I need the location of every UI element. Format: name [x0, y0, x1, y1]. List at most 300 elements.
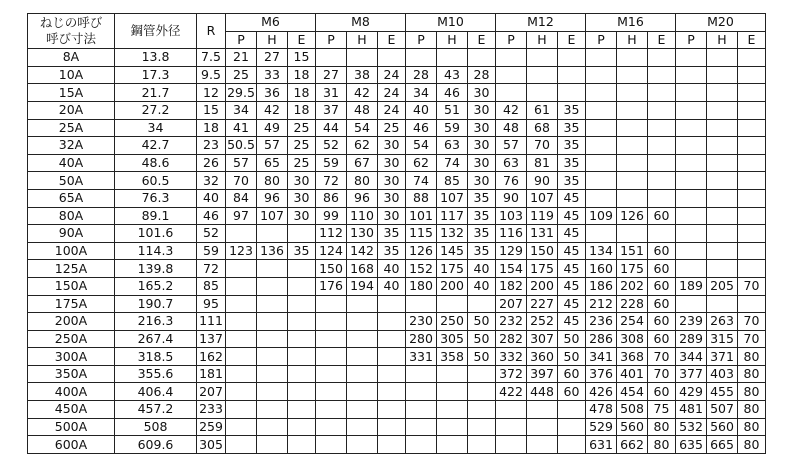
- cell-m16-p: [586, 137, 617, 155]
- cell-m6-h: [257, 330, 288, 348]
- cell-m8-h: 48: [347, 101, 378, 119]
- cell-m6-p: 34: [226, 101, 257, 119]
- cell-m20-e: 70: [738, 313, 766, 331]
- cell-m16-p: 376: [586, 365, 617, 383]
- header-m20-p: P: [676, 31, 707, 49]
- header-group-m20: M20: [676, 14, 766, 32]
- cell-m10-p: 126: [406, 242, 437, 260]
- cell-m8-p: 99: [316, 207, 347, 225]
- cell-m8-h: [347, 313, 378, 331]
- cell-m6-p: 57: [226, 154, 257, 172]
- cell-m8-e: 30: [378, 189, 406, 207]
- cell-m6-h: [257, 313, 288, 331]
- cell-m6-e: 30: [288, 172, 316, 190]
- cell-m12-p: 232: [496, 313, 527, 331]
- cell-m10-h: 107: [437, 189, 468, 207]
- cell-m6-h: 136: [257, 242, 288, 260]
- cell-m6-h: [257, 383, 288, 401]
- cell-m8-p: 59: [316, 154, 347, 172]
- cell-m20-p: [676, 189, 707, 207]
- cell-m20-e: [738, 119, 766, 137]
- cell-outer-diameter: 114.3: [115, 242, 197, 260]
- cell-m20-p: 189: [676, 277, 707, 295]
- header-nominal-size-line1: ねじの呼び: [39, 15, 103, 31]
- cell-m8-e: 24: [378, 101, 406, 119]
- cell-m6-p: [226, 260, 257, 278]
- cell-m20-e: 70: [738, 330, 766, 348]
- cell-m10-h: 63: [437, 137, 468, 155]
- table-row: [28, 119, 766, 137]
- table-row: [28, 242, 766, 260]
- cell-m12-h: 150: [527, 242, 558, 260]
- table-row: [28, 295, 766, 313]
- cell-nominal-size: 100A: [28, 242, 115, 260]
- cell-m16-e: 70: [648, 365, 676, 383]
- header-m10-h: H: [437, 31, 468, 49]
- cell-m10-h: [437, 295, 468, 313]
- cell-m12-h: 81: [527, 154, 558, 172]
- cell-m8-p: [316, 365, 347, 383]
- cell-m16-h: [617, 101, 648, 119]
- cell-m8-h: 42: [347, 84, 378, 102]
- cell-m10-e: 35: [468, 207, 496, 225]
- cell-m12-p: [496, 49, 527, 67]
- cell-m10-p: 280: [406, 330, 437, 348]
- cell-m12-p: [496, 436, 527, 454]
- cell-m12-h: [527, 84, 558, 102]
- cell-m20-h: 403: [707, 365, 738, 383]
- cell-m16-h: [617, 154, 648, 172]
- header-m12-h: H: [527, 31, 558, 49]
- cell-nominal-size: 125A: [28, 260, 115, 278]
- cell-m8-e: [378, 49, 406, 67]
- cell-m12-e: 35: [558, 119, 586, 137]
- cell-m8-p: [316, 49, 347, 67]
- cell-m6-h: [257, 348, 288, 366]
- cell-nominal-size: 15A: [28, 84, 115, 102]
- cell-m12-h: 107: [527, 189, 558, 207]
- cell-m10-e: 30: [468, 101, 496, 119]
- header-group-m6: M6: [226, 14, 316, 32]
- cell-m10-e: 50: [468, 348, 496, 366]
- cell-m20-e: 80: [738, 436, 766, 454]
- cell-m10-e: [468, 365, 496, 383]
- cell-outer-diameter: 508: [115, 418, 197, 436]
- cell-m16-e: 60: [648, 277, 676, 295]
- cell-m6-h: [257, 401, 288, 419]
- cell-m16-e: 70: [648, 348, 676, 366]
- cell-m20-h: 665: [707, 436, 738, 454]
- cell-m6-e: 25: [288, 154, 316, 172]
- cell-m16-p: [586, 189, 617, 207]
- cell-m6-p: 97: [226, 207, 257, 225]
- header-row-groups: [28, 14, 766, 32]
- cell-m12-p: 154: [496, 260, 527, 278]
- cell-m12-p: 76: [496, 172, 527, 190]
- cell-m10-p: 101: [406, 207, 437, 225]
- cell-m12-e: 50: [558, 348, 586, 366]
- cell-m12-e: [558, 49, 586, 67]
- cell-m10-e: 50: [468, 313, 496, 331]
- cell-m12-h: 252: [527, 313, 558, 331]
- cell-outer-diameter: 60.5: [115, 172, 197, 190]
- cell-r: 259: [197, 418, 226, 436]
- cell-m6-e: 15: [288, 49, 316, 67]
- cell-m8-e: [378, 365, 406, 383]
- cell-m10-p: 331: [406, 348, 437, 366]
- cell-m16-h: 368: [617, 348, 648, 366]
- cell-m8-h: [347, 330, 378, 348]
- cell-m12-p: 103: [496, 207, 527, 225]
- cell-r: 9.5: [197, 66, 226, 84]
- cell-outer-diameter: 21.7: [115, 84, 197, 102]
- cell-m8-h: 54: [347, 119, 378, 137]
- cell-m12-e: 50: [558, 330, 586, 348]
- cell-m16-p: [586, 172, 617, 190]
- cell-m16-p: 341: [586, 348, 617, 366]
- cell-m16-p: 160: [586, 260, 617, 278]
- header-m12-p: P: [496, 31, 527, 49]
- cell-m10-p: 74: [406, 172, 437, 190]
- cell-m10-e: [468, 401, 496, 419]
- cell-m6-h: [257, 225, 288, 243]
- cell-m6-h: 49: [257, 119, 288, 137]
- cell-m16-e: [648, 119, 676, 137]
- cell-m20-h: 507: [707, 401, 738, 419]
- cell-m20-h: 263: [707, 313, 738, 331]
- cell-nominal-size: 50A: [28, 172, 115, 190]
- cell-m20-h: [707, 189, 738, 207]
- cell-m16-p: 529: [586, 418, 617, 436]
- cell-m12-p: 90: [496, 189, 527, 207]
- header-m10-e: E: [468, 31, 496, 49]
- cell-m10-e: 30: [468, 172, 496, 190]
- cell-m8-p: 176: [316, 277, 347, 295]
- cell-outer-diameter: 89.1: [115, 207, 197, 225]
- cell-m8-p: [316, 330, 347, 348]
- cell-m10-h: 175: [437, 260, 468, 278]
- cell-m12-e: 45: [558, 295, 586, 313]
- cell-m6-p: [226, 277, 257, 295]
- cell-m10-p: [406, 436, 437, 454]
- cell-m8-h: 67: [347, 154, 378, 172]
- cell-m10-h: 85: [437, 172, 468, 190]
- cell-m16-e: [648, 154, 676, 172]
- cell-m20-p: [676, 242, 707, 260]
- cell-m8-e: [378, 383, 406, 401]
- cell-m16-p: [586, 101, 617, 119]
- cell-m6-h: 42: [257, 101, 288, 119]
- cell-m6-h: [257, 436, 288, 454]
- cell-r: 162: [197, 348, 226, 366]
- cell-outer-diameter: 34: [115, 119, 197, 137]
- cell-m20-h: 315: [707, 330, 738, 348]
- cell-m6-e: [288, 313, 316, 331]
- cell-m12-h: [527, 49, 558, 67]
- cell-outer-diameter: 318.5: [115, 348, 197, 366]
- cell-m16-e: 60: [648, 313, 676, 331]
- cell-m20-e: [738, 242, 766, 260]
- cell-m16-p: 186: [586, 277, 617, 295]
- cell-m6-e: [288, 260, 316, 278]
- cell-m8-p: [316, 418, 347, 436]
- cell-m20-p: 344: [676, 348, 707, 366]
- cell-m12-p: 42: [496, 101, 527, 119]
- cell-m16-h: [617, 172, 648, 190]
- cell-m6-e: 30: [288, 189, 316, 207]
- header-m8-e: E: [378, 31, 406, 49]
- cell-m10-h: 358: [437, 348, 468, 366]
- cell-m8-h: [347, 348, 378, 366]
- cell-m8-h: [347, 49, 378, 67]
- cell-nominal-size: 350A: [28, 365, 115, 383]
- cell-nominal-size: 500A: [28, 418, 115, 436]
- cell-m8-p: [316, 313, 347, 331]
- cell-m16-e: 75: [648, 401, 676, 419]
- cell-m10-e: 30: [468, 137, 496, 155]
- cell-m10-e: [468, 49, 496, 67]
- cell-m12-h: 131: [527, 225, 558, 243]
- cell-m8-p: 27: [316, 66, 347, 84]
- cell-m20-p: 635: [676, 436, 707, 454]
- cell-m8-e: 35: [378, 225, 406, 243]
- cell-m20-p: [676, 137, 707, 155]
- cell-r: 137: [197, 330, 226, 348]
- cell-m12-h: 90: [527, 172, 558, 190]
- cell-m16-p: 109: [586, 207, 617, 225]
- cell-m10-p: 115: [406, 225, 437, 243]
- cell-m8-e: 25: [378, 119, 406, 137]
- cell-m8-h: 38: [347, 66, 378, 84]
- cell-m12-p: [496, 401, 527, 419]
- header-outer-diameter: 鋼管外径: [115, 14, 197, 49]
- cell-m8-e: [378, 436, 406, 454]
- cell-m10-h: [437, 418, 468, 436]
- cell-m6-h: 27: [257, 49, 288, 67]
- cell-m20-h: [707, 137, 738, 155]
- cell-m16-e: [648, 225, 676, 243]
- table-row: [28, 401, 766, 419]
- table-row: [28, 365, 766, 383]
- cell-m12-e: 45: [558, 277, 586, 295]
- table-row: [28, 66, 766, 84]
- cell-outer-diameter: 190.7: [115, 295, 197, 313]
- table-row: [28, 172, 766, 190]
- cell-m10-h: 132: [437, 225, 468, 243]
- cell-m20-e: 70: [738, 277, 766, 295]
- cell-m6-e: [288, 348, 316, 366]
- cell-m10-e: [468, 436, 496, 454]
- cell-m8-h: [347, 401, 378, 419]
- header-m20-e: E: [738, 31, 766, 49]
- cell-m20-p: [676, 119, 707, 137]
- cell-m10-p: 152: [406, 260, 437, 278]
- cell-outer-diameter: 609.6: [115, 436, 197, 454]
- cell-m12-e: [558, 84, 586, 102]
- table-row: [28, 330, 766, 348]
- cell-m10-p: 28: [406, 66, 437, 84]
- cell-r: 46: [197, 207, 226, 225]
- cell-m6-p: [226, 436, 257, 454]
- cell-m8-e: 30: [378, 137, 406, 155]
- cell-m8-e: [378, 348, 406, 366]
- cell-m6-h: [257, 277, 288, 295]
- cell-m6-e: [288, 383, 316, 401]
- cell-m6-h: [257, 260, 288, 278]
- cell-m12-e: 35: [558, 154, 586, 172]
- cell-m8-p: [316, 295, 347, 313]
- cell-m20-p: [676, 154, 707, 172]
- header-m16-p: P: [586, 31, 617, 49]
- cell-m10-p: [406, 365, 437, 383]
- cell-r: 181: [197, 365, 226, 383]
- cell-m20-e: 80: [738, 348, 766, 366]
- cell-outer-diameter: 216.3: [115, 313, 197, 331]
- cell-r: 7.5: [197, 49, 226, 67]
- cell-m20-p: [676, 84, 707, 102]
- cell-m20-e: 80: [738, 418, 766, 436]
- cell-m10-p: 62: [406, 154, 437, 172]
- cell-m12-p: 129: [496, 242, 527, 260]
- cell-outer-diameter: 267.4: [115, 330, 197, 348]
- cell-m20-e: [738, 172, 766, 190]
- cell-m16-h: [617, 137, 648, 155]
- cell-r: 26: [197, 154, 226, 172]
- cell-m8-h: 142: [347, 242, 378, 260]
- cell-m12-p: 57: [496, 137, 527, 155]
- table-row: [28, 418, 766, 436]
- cell-m12-e: 35: [558, 172, 586, 190]
- cell-m12-p: 282: [496, 330, 527, 348]
- cell-m16-e: [648, 66, 676, 84]
- cell-outer-diameter: 27.2: [115, 101, 197, 119]
- cell-m16-h: 175: [617, 260, 648, 278]
- cell-m10-h: 200: [437, 277, 468, 295]
- cell-m12-h: [527, 401, 558, 419]
- cell-m20-p: 481: [676, 401, 707, 419]
- cell-m16-e: [648, 84, 676, 102]
- cell-m6-h: 96: [257, 189, 288, 207]
- header-nominal-size: [28, 14, 115, 49]
- cell-m16-h: 228: [617, 295, 648, 313]
- cell-m20-e: [738, 101, 766, 119]
- cell-m6-p: 25: [226, 66, 257, 84]
- cell-m6-e: 18: [288, 84, 316, 102]
- cell-outer-diameter: 48.6: [115, 154, 197, 172]
- cell-m8-h: 194: [347, 277, 378, 295]
- cell-m20-h: 455: [707, 383, 738, 401]
- cell-m20-p: 239: [676, 313, 707, 331]
- cell-m12-e: 45: [558, 313, 586, 331]
- cell-nominal-size: 150A: [28, 277, 115, 295]
- cell-nominal-size: 450A: [28, 401, 115, 419]
- cell-m10-h: 145: [437, 242, 468, 260]
- cell-m16-h: [617, 119, 648, 137]
- cell-m12-e: [558, 66, 586, 84]
- cell-m16-h: [617, 49, 648, 67]
- cell-m20-p: 532: [676, 418, 707, 436]
- cell-m8-e: [378, 330, 406, 348]
- cell-m8-p: [316, 383, 347, 401]
- cell-m12-h: 307: [527, 330, 558, 348]
- cell-m12-h: 227: [527, 295, 558, 313]
- cell-m16-p: 286: [586, 330, 617, 348]
- cell-m16-h: 454: [617, 383, 648, 401]
- cell-m8-e: [378, 313, 406, 331]
- table-row: [28, 383, 766, 401]
- cell-m12-p: 48: [496, 119, 527, 137]
- cell-m8-h: 96: [347, 189, 378, 207]
- table-row: [28, 49, 766, 67]
- cell-m16-h: [617, 84, 648, 102]
- cell-m20-e: [738, 207, 766, 225]
- cell-m8-h: 80: [347, 172, 378, 190]
- cell-nominal-size: 80A: [28, 207, 115, 225]
- cell-m6-h: 33: [257, 66, 288, 84]
- cell-m6-e: [288, 295, 316, 313]
- cell-m6-h: 36: [257, 84, 288, 102]
- header-group-m8: M8: [316, 14, 406, 32]
- cell-m10-h: [437, 365, 468, 383]
- cell-m8-h: 62: [347, 137, 378, 155]
- cell-m10-p: [406, 401, 437, 419]
- cell-m12-e: 45: [558, 260, 586, 278]
- cell-m16-e: [648, 101, 676, 119]
- cell-m12-h: 360: [527, 348, 558, 366]
- header-m6-h: H: [257, 31, 288, 49]
- cell-m20-p: 377: [676, 365, 707, 383]
- header-m12-e: E: [558, 31, 586, 49]
- cell-m12-p: 116: [496, 225, 527, 243]
- cell-nominal-size: 400A: [28, 383, 115, 401]
- cell-m20-h: [707, 66, 738, 84]
- cell-m10-e: 30: [468, 154, 496, 172]
- cell-m16-p: 236: [586, 313, 617, 331]
- cell-m12-e: [558, 401, 586, 419]
- cell-m8-h: 168: [347, 260, 378, 278]
- cell-m8-e: 24: [378, 84, 406, 102]
- cell-m12-e: 60: [558, 383, 586, 401]
- cell-m8-e: 24: [378, 66, 406, 84]
- cell-m12-e: [558, 418, 586, 436]
- cell-m16-h: 254: [617, 313, 648, 331]
- table-body: [28, 49, 766, 454]
- cell-m8-h: [347, 418, 378, 436]
- cell-m6-p: [226, 225, 257, 243]
- cell-m20-e: 80: [738, 365, 766, 383]
- cell-m10-h: [437, 49, 468, 67]
- cell-m16-h: 560: [617, 418, 648, 436]
- cell-m8-p: [316, 348, 347, 366]
- header-m8-p: P: [316, 31, 347, 49]
- table-row: [28, 436, 766, 454]
- cell-m20-h: [707, 260, 738, 278]
- cell-m6-h: 65: [257, 154, 288, 172]
- cell-m12-p: [496, 418, 527, 436]
- cell-m12-e: 45: [558, 207, 586, 225]
- cell-m16-p: [586, 154, 617, 172]
- cell-m6-e: 25: [288, 119, 316, 137]
- cell-m16-p: 478: [586, 401, 617, 419]
- cell-m20-h: [707, 119, 738, 137]
- cell-m6-p: 123: [226, 242, 257, 260]
- cell-m20-h: [707, 242, 738, 260]
- cell-m12-p: [496, 84, 527, 102]
- cell-m6-e: [288, 436, 316, 454]
- cell-m6-h: 80: [257, 172, 288, 190]
- cell-m20-h: [707, 84, 738, 102]
- cell-r: 18: [197, 119, 226, 137]
